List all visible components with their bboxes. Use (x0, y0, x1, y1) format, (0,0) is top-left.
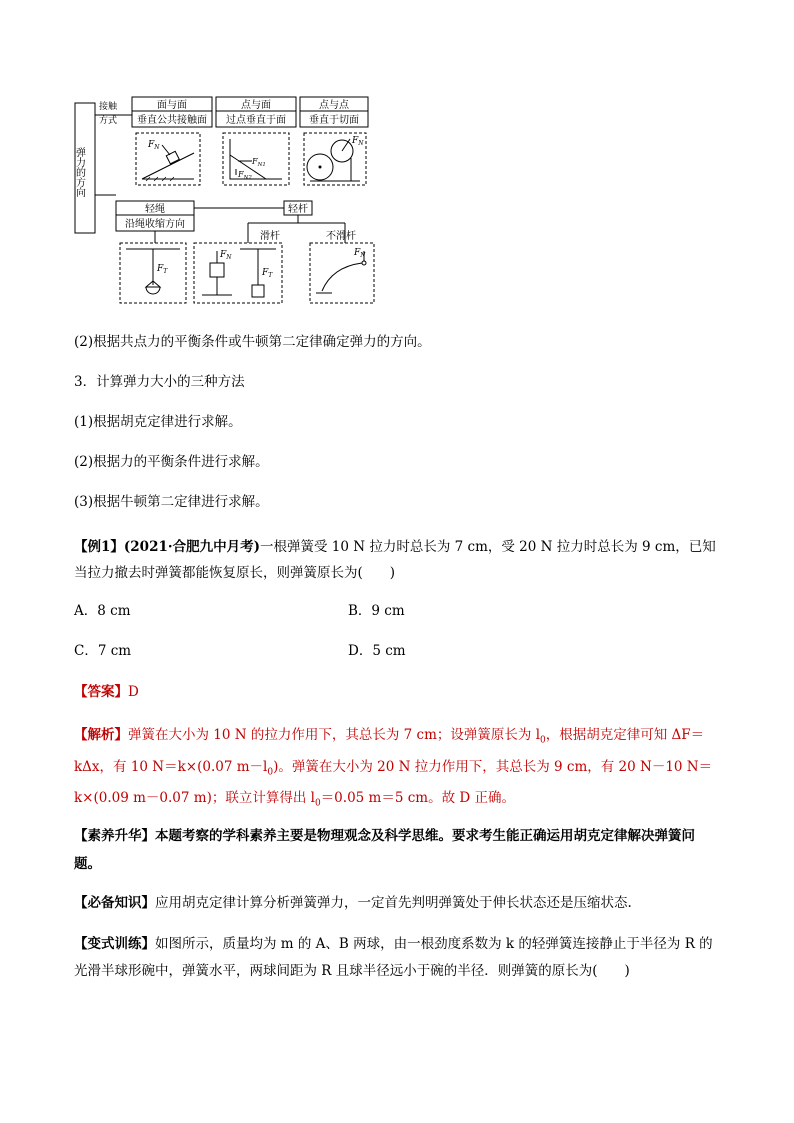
variant-line1 (74, 935, 713, 953)
point-point-title: 点与点 (319, 100, 349, 111)
analysis-part6: ＝0.05 m＝5 cm。故 D 正确。 (320, 790, 515, 807)
answer-line (74, 683, 139, 701)
slide-ft-label: $F_T$ (262, 268, 273, 279)
fn1-label: $F_{N1}$ (252, 157, 266, 168)
point-face-title: 点与面 (241, 100, 271, 111)
variant-line2: 光滑半球形碗中，弹簧水平，两球间距为 R 且球半径远小于碗的半径．则弹簧的原长为( ) (74, 963, 630, 979)
example-1 (74, 534, 724, 586)
elastic-force-direction-diagram (70, 95, 380, 310)
knowledge-line (74, 894, 632, 912)
literacy-text1: 本题考察的学科素养主要是物理观念及科学思维。要求考生能正确运用胡克定律解决弹簧问 (155, 828, 695, 844)
example-source: (2021·合肥九中月考) (123, 539, 260, 555)
option-c: C．7 cm (74, 643, 132, 659)
no-slide-label: 不滑杆 (326, 231, 356, 242)
left-label-1: 弹力的方向 (73, 147, 85, 197)
slide-fn-label: $F_N$ (220, 250, 232, 261)
method-direction-line: (2)根据共点力的平衡条件或牛顿第二定律确定弹力的方向。 (74, 334, 431, 350)
knowledge-label: 【必备知识】 (74, 895, 155, 911)
variant-label: 【变式训练】 (74, 936, 155, 952)
analysis-sub3: 0 (267, 767, 274, 778)
rod-title: 轻杆 (288, 204, 308, 215)
contact-label-2: 方式 (99, 116, 118, 126)
literacy-line1 (74, 827, 695, 845)
analysis-part4: )。弹簧在大小为 20 N 拉力作用下，其总长为 9 cm，有 20 N－10 N＝k×(0.09 m (74, 758, 713, 807)
option-b: B．9 cm (348, 603, 405, 619)
section-heading: 3．计算弹力大小的三种方法 (74, 374, 245, 390)
answer-label: 【答案】 (74, 684, 128, 700)
rope-hang-drawing (126, 249, 180, 294)
rope-title: 轻绳 (145, 204, 165, 215)
analysis-part1: 弹簧在大小为 10 N 的拉力作用下，其总长为 7 cm；设弹簧原长为 l (128, 727, 541, 743)
balls-fn-label: $F_N$ (352, 136, 364, 147)
point-point-desc: 垂直于切面 (309, 115, 359, 126)
option-a: A．8 cm (74, 603, 131, 619)
analysis-part2: ，根据胡克定律可知 ΔF＝ (545, 727, 705, 743)
analysis (74, 722, 724, 817)
fn2-label: $F_{N2}$ (238, 170, 252, 181)
literacy-label: 【素养升华】 (74, 828, 155, 844)
knowledge-text: 应用胡克定律计算分析弹簧弹力，一定首先判明弹簧处于伸长状态还是压缩状态. (155, 895, 632, 911)
variant-text1: 如图所示，质量均为 m 的 A、B 两球，由一根劲度系数为 k 的轻弹簧连接静止于半径为 R 的 (155, 936, 713, 952)
method-2: (2)根据力的平衡条件进行求解。 (74, 454, 269, 470)
analysis-part3: kΔx，有 10 N＝k×(0.07 m－l (74, 758, 268, 775)
analysis-part5: －0.07 m)；联立计算得出 l (145, 790, 315, 807)
curved-fn-label: $F_N$ (354, 248, 366, 259)
example-stem: 一根弹簧受 10 N 拉力时总长为 7 cm，受 20 N 拉力时总长为 9 cm，已知当拉力撤去时弹簧都能恢复原长，则弹簧原长为( ) (74, 539, 716, 581)
analysis-sub1: 0 (540, 735, 546, 746)
rope-desc: 沿绳收缩方向 (125, 219, 185, 230)
contact-label-1: 接触 (99, 102, 118, 112)
literacy-line2: 题。 (74, 856, 101, 872)
analysis-label: 【解析】 (74, 727, 128, 743)
analysis-sub5: 0 (314, 799, 321, 810)
face-face-desc: 垂直公共接触面 (137, 115, 207, 126)
option-d: D．5 cm (348, 643, 406, 659)
rope-ft-label: $F_T$ (157, 264, 168, 275)
example-tag: 【例1】 (74, 539, 124, 555)
answer-value: D (128, 684, 139, 700)
incline-fn-label: $F_N$ (148, 140, 160, 151)
face-face-title: 面与面 (157, 100, 187, 111)
incline-drawing (142, 145, 194, 181)
method-3: (3)根据牛顿第二定律进行求解。 (74, 494, 269, 510)
slide-label: 滑杆 (260, 231, 280, 242)
method-1: (1)根据胡克定律进行求解。 (74, 414, 242, 430)
point-face-desc: 过点垂直于面 (226, 115, 286, 126)
